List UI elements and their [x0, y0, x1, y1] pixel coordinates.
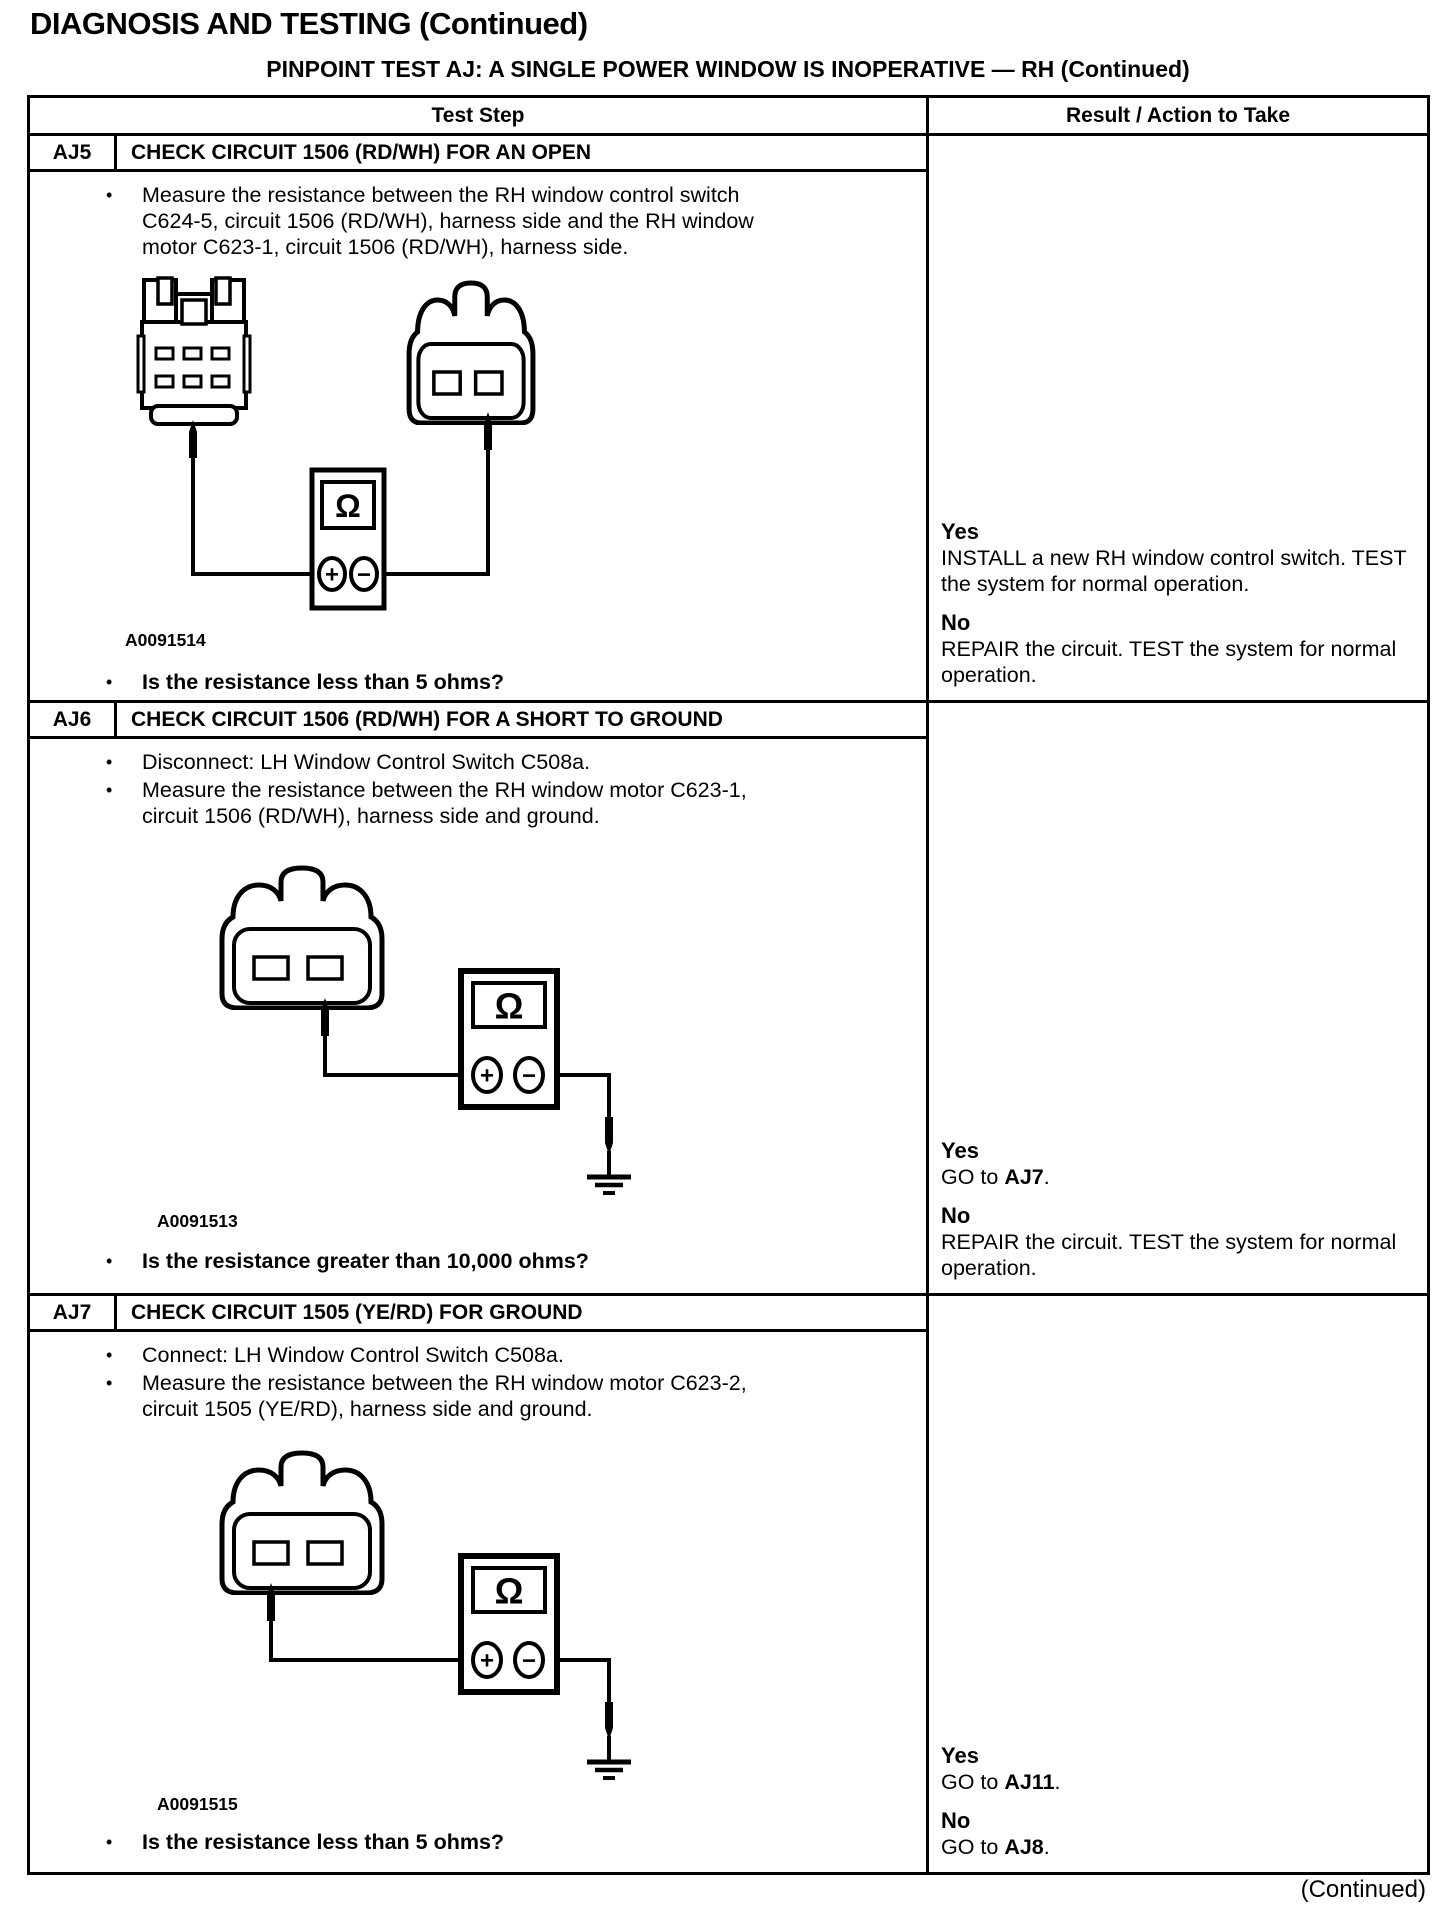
aj6-result-yes	[941, 1137, 1417, 1190]
aj6-step-cell	[30, 703, 926, 1293]
aj5-step-instruction-text: Measure the resistance between the RH window control switch C624-5, circuit 1506 (RD/WH), harness side and the RH window motor C623-1, circuit 1506 (RD/WH), harness side.	[142, 183, 754, 259]
motor-connector	[409, 283, 533, 423]
aj5-result-yes	[941, 518, 1417, 597]
no-action: GO to AJ8.	[941, 1835, 1050, 1859]
test-row-aj6	[30, 703, 1427, 1296]
minus-sign: −	[521, 1647, 537, 1675]
column-header-test-step: Test Step	[431, 103, 525, 127]
test-lead-wire-right	[554, 1075, 609, 1123]
aj7-question	[30, 1829, 926, 1855]
aj6-step-instruction	[30, 749, 926, 775]
minus-sign: −	[356, 561, 372, 589]
plus-sign: +	[324, 561, 340, 589]
no-action: REPAIR the circuit. TEST the system for normal operation.	[941, 1230, 1397, 1280]
pinpoint-test-table	[27, 95, 1430, 1875]
aj6-step-instruction-text: Disconnect: LH Window Control Switch C508a.	[142, 750, 591, 774]
aj6-result-no	[941, 1202, 1417, 1281]
ohm-symbol: Ω	[494, 1570, 524, 1612]
aj5-step-body	[30, 172, 926, 695]
aj6-step-title: CHECK CIRCUIT 1506 (RD/WH) FOR A SHORT TO GROUND	[114, 703, 926, 736]
no-action: REPAIR the circuit. TEST the system for normal operation.	[941, 637, 1397, 687]
aj5-step-cell	[30, 136, 926, 700]
yes-action: GO to AJ7.	[941, 1165, 1050, 1189]
aj6-step-body	[30, 739, 926, 1274]
motor-connector	[222, 868, 382, 1008]
aj5-diagram	[130, 274, 550, 614]
switch-pin	[184, 376, 201, 387]
aj6-step-header	[30, 703, 926, 739]
test-lead-wire-left	[325, 1034, 464, 1075]
test-row-aj7	[30, 1296, 1427, 1872]
switch-pin	[156, 348, 173, 359]
aj6-step-instruction-text: Measure the resistance between the RH window motor C623-1, circuit 1506 (RD/WH), harness side and ground.	[142, 778, 747, 828]
aj7-step-id: AJ7	[52, 1300, 92, 1324]
yes-label: Yes	[941, 1743, 979, 1768]
pinpoint-test-title: PINPOINT TEST AJ: A SINGLE POWER WINDOW IS INOPERATIVE — RH (Continued)	[266, 56, 1190, 82]
plus-sign: +	[479, 1062, 495, 1090]
switch-connector	[138, 278, 250, 424]
aj5-question-text: Is the resistance less than 5 ohms?	[142, 670, 505, 694]
yes-action: GO to AJ11.	[941, 1770, 1061, 1794]
bullet-dot: •	[106, 1345, 113, 1365]
aj7-step-instruction-text: Connect: LH Window Control Switch C508a.	[142, 1343, 564, 1367]
aj7-step-instruction-text: Measure the resistance between the RH window motor C623-2, circuit 1505 (YE/RD), harness side and ground.	[142, 1371, 747, 1421]
page-continued-footer: (Continued)	[1300, 1876, 1426, 1903]
test-probe	[605, 1702, 613, 1740]
aj7-step-cell	[30, 1296, 926, 1872]
aj6-result-cell	[926, 703, 1427, 1293]
no-label: No	[941, 610, 971, 635]
aj7-step-title: CHECK CIRCUIT 1505 (YE/RD) FOR GROUND	[114, 1296, 926, 1329]
minus-sign: −	[521, 1062, 537, 1090]
switch-pin	[212, 348, 229, 359]
bullet-dot: •	[106, 1373, 113, 1393]
aj5-step-title: CHECK CIRCUIT 1506 (RD/WH) FOR AN OPEN	[114, 136, 926, 169]
aj5-step-id: AJ5	[52, 140, 92, 164]
test-probe	[605, 1117, 613, 1155]
aj6-question	[30, 1248, 926, 1274]
switch-pin	[184, 348, 201, 359]
aj5-result-cell	[926, 136, 1427, 700]
aj7-result-no	[941, 1807, 1417, 1860]
test-lead-wire-right	[381, 440, 488, 574]
no-label: No	[941, 1808, 971, 1833]
test-lead-wire-left	[193, 456, 315, 574]
ohm-symbol: Ω	[335, 488, 361, 524]
ohmmeter	[312, 470, 384, 608]
aj7-step-instruction	[30, 1342, 926, 1368]
aj7-diagram	[196, 1438, 676, 1790]
switch-pin	[212, 376, 229, 387]
ground-symbol	[587, 1702, 631, 1778]
yes-label: Yes	[941, 519, 979, 544]
aj6-diagram	[196, 853, 676, 1205]
aj7-step-body	[30, 1332, 926, 1855]
aj5-step-instruction	[30, 182, 926, 260]
aj7-step-instruction	[30, 1370, 926, 1422]
bullet-dot: •	[106, 752, 113, 772]
plus-sign: +	[479, 1647, 495, 1675]
bullet-dot: •	[106, 780, 113, 800]
aj7-step-header	[30, 1296, 926, 1332]
test-lead-wire-right	[554, 1660, 609, 1708]
aj7-question-text: Is the resistance less than 5 ohms?	[142, 1830, 505, 1854]
ohmmeter	[461, 971, 557, 1107]
test-lead-wire-left	[271, 1619, 464, 1660]
motor-connector	[222, 1453, 382, 1593]
aj6-step-instruction	[30, 777, 926, 829]
yes-action: INSTALL a new RH window control switch. TEST the system for normal operation.	[941, 546, 1407, 596]
aj6-step-id: AJ6	[52, 707, 92, 731]
aj5-step-header	[30, 136, 926, 172]
aj5-question	[30, 669, 926, 695]
yes-label: Yes	[941, 1138, 979, 1163]
page-title: DIAGNOSIS AND TESTING (Continued)	[30, 6, 588, 41]
figure-label: A0091513	[157, 1211, 238, 1231]
bullet-dot: •	[106, 1832, 113, 1852]
aj5-result-no	[941, 609, 1417, 688]
bullet-dot: •	[106, 1251, 113, 1271]
figure-label: A0091514	[125, 630, 206, 650]
ohmmeter	[461, 1556, 557, 1692]
aj7-result-cell	[926, 1296, 1427, 1872]
column-header-result: Result / Action to Take	[926, 98, 1427, 133]
no-label: No	[941, 1203, 971, 1228]
switch-pin	[156, 376, 173, 387]
table-column-headers	[30, 98, 1427, 136]
test-row-aj5	[30, 136, 1427, 703]
figure-label: A0091515	[157, 1794, 238, 1814]
bullet-dot: •	[106, 672, 113, 692]
bullet-dot: •	[106, 185, 113, 205]
ohm-symbol: Ω	[494, 985, 524, 1027]
aj7-result-yes	[941, 1742, 1417, 1795]
ground-symbol	[587, 1117, 631, 1193]
aj6-question-text: Is the resistance greater than 10,000 ohms?	[142, 1249, 589, 1273]
